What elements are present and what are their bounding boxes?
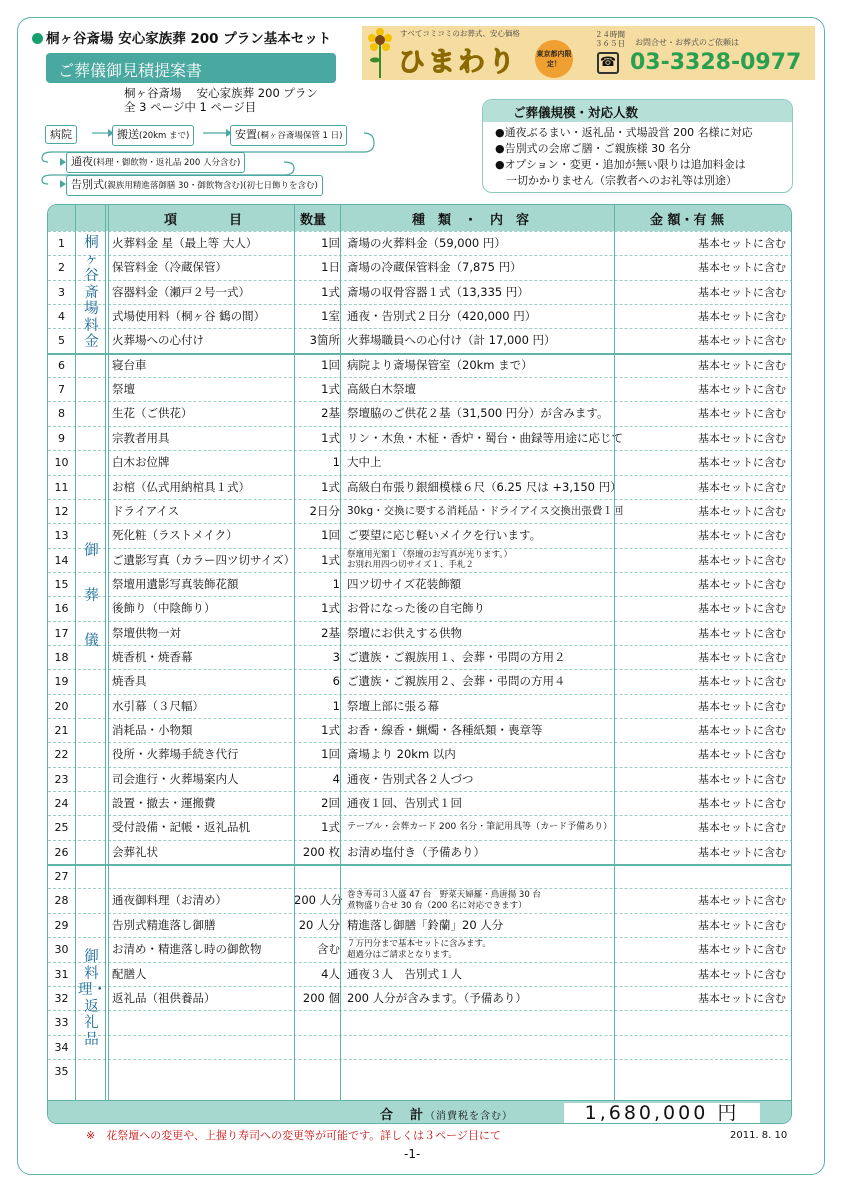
cell-desc: 斎場の収骨容器１式（13,335 円）	[347, 284, 529, 299]
document-title-text: 桐ヶ谷斎場 安心家族葬 200 プラン基本セット	[46, 31, 332, 47]
cell-no: 10	[54, 456, 69, 470]
cell-desc: 四ツ切サイズ花装飾額	[347, 576, 462, 591]
cell-price: 基本セットに含む	[698, 991, 786, 1005]
phone-number[interactable]: 03-3328-0977	[630, 50, 802, 75]
cell-item: 式場使用料（桐ヶ谷 鶴の間）	[112, 309, 266, 324]
cell-no: 34	[54, 1040, 69, 1054]
table-row	[48, 328, 792, 352]
table-row	[48, 377, 792, 401]
issue-date: 2011. 8. 10	[730, 1130, 788, 1141]
cell-item: ご遺影写真（カラー四ツ切サイズ）	[112, 552, 296, 567]
total-amount: 1,680,000 円	[564, 1103, 760, 1124]
table-row	[48, 742, 792, 766]
estimate-table	[47, 204, 792, 1124]
table-row	[48, 815, 792, 839]
table-row	[48, 401, 792, 425]
cell-desc: 通夜１回、告別式１回	[347, 796, 462, 811]
cell-price: 基本セットに含む	[698, 553, 786, 567]
cell-price: 基本セットに含む	[698, 797, 786, 811]
cell-price: 基本セットに含む	[698, 504, 786, 518]
table-row	[48, 669, 792, 693]
cell-price: 基本セットに含む	[698, 626, 786, 640]
cell-desc: ご要望に応じ軽いメイクを行います。	[347, 528, 542, 543]
header-desc: 種 類 ・ 内 容	[412, 213, 530, 228]
table-row	[48, 645, 792, 669]
cell-no: 8	[58, 407, 65, 421]
cell-no: 21	[54, 724, 69, 737]
table-row	[48, 1035, 792, 1059]
cell-price: 基本セットに含む	[698, 748, 786, 762]
table-row	[48, 304, 792, 328]
cell-qty: 1式	[321, 479, 340, 494]
table-row	[48, 1010, 792, 1034]
header-price: 金 額・有 無	[650, 213, 725, 228]
cell-qty: 含む	[317, 942, 340, 957]
total-label: 合 計（消費税を含む）	[380, 1108, 514, 1123]
cell-desc: 精進落し御膳「鈴蘭」20 人分	[347, 917, 504, 932]
cell-no: 31	[54, 967, 69, 981]
cell-no: 32	[54, 991, 69, 1005]
cell-no: 22	[54, 748, 69, 762]
cell-price: 基本セットに含む	[698, 602, 786, 616]
cell-item: 返礼品（祖供養品）	[112, 990, 216, 1005]
section-divider	[48, 864, 792, 866]
cell-desc: リン・木魚・木柾・香炉・蜀台・曲録等用途に応じて	[347, 430, 623, 445]
table-row	[48, 353, 792, 377]
cell-no: 16	[54, 602, 69, 616]
table-row	[48, 231, 792, 255]
cell-qty: 4人	[321, 966, 340, 981]
cell-price: 基本セットに含む	[698, 334, 786, 348]
cell-desc: 斎場の火葬料金（59,000 円）	[347, 236, 506, 250]
flow-step-funeral: 告別式(親族用精進落御膳 30・御飲物含む)(初七日飾りを含む)	[66, 175, 323, 196]
cell-qty: 3	[332, 649, 340, 664]
cell-item: ドライアイス	[112, 503, 180, 518]
cell-item: 火葬場への心付け	[112, 333, 204, 348]
contact-label: お問合せ・お葬式のご依頼は	[635, 38, 739, 47]
cell-no: 23	[54, 772, 69, 786]
cell-item: 通夜御料理（お清め）	[112, 893, 227, 908]
cell-item: 保管料金（冷蔵保管）	[112, 260, 227, 275]
table-row	[48, 548, 792, 572]
cell-desc: 巻き寿司３人盛 47 台 野菜天婦羅・鳥唐揚 30 台 煮物盛り合せ 30 台（200 名に対応できます）	[347, 890, 541, 911]
cell-qty: 1式	[321, 382, 340, 397]
section-label-venue: 桐ヶ谷斎場料金	[84, 235, 99, 350]
section-divider	[48, 353, 792, 355]
table-row	[48, 937, 792, 961]
column-divider	[294, 205, 295, 1100]
plan-name: 桐ヶ谷斎場 安心家族葬 200 プラン	[124, 86, 318, 100]
cell-item: 告別式精進落し御膳	[112, 917, 216, 932]
cell-item: 祭壇供物一対	[112, 625, 181, 640]
cell-item: 役所・火葬場手続き代行	[112, 747, 239, 762]
cell-desc: 通夜３人 告別式１人	[347, 966, 462, 981]
cell-qty: 1回	[321, 528, 340, 543]
cell-item: お棺（仏式用納棺具１式）	[112, 479, 250, 494]
cell-qty: 1日	[321, 260, 340, 275]
cell-desc: ご遺族・ご親族用２、会葬・弔問の方用４	[347, 674, 566, 689]
cell-desc: 高級白布張り銀細模様６尺（6.25 尺は +3,150 円）	[347, 479, 622, 494]
cell-qty: 1式	[321, 601, 340, 616]
cell-price: 基本セットに含む	[698, 772, 786, 786]
table-row	[48, 280, 792, 304]
phone-icon: ☎	[597, 52, 619, 74]
page-number: -1-	[404, 1147, 421, 1161]
cell-qty: 2回	[321, 796, 340, 811]
cell-no: 19	[54, 675, 69, 689]
flow-step-hospital: 病院	[45, 125, 77, 144]
cell-price: 基本セットに含む	[698, 675, 786, 689]
cell-price: 基本セットに含む	[698, 310, 786, 324]
cell-price: 基本セットに含む	[698, 918, 786, 932]
cell-qty: 20 人分	[298, 917, 340, 932]
cell-item: 白木お位牌	[112, 455, 170, 470]
cell-price: 基本セットに含む	[698, 894, 786, 908]
cell-no: 6	[58, 358, 65, 372]
cell-desc: ご遺族・ご親族用１、会葬・弔問の方用２	[347, 649, 566, 664]
flow-step-transport: 搬送(20km まで)	[112, 125, 194, 146]
cell-no: 29	[54, 918, 69, 932]
cell-no: 18	[54, 650, 69, 664]
column-divider	[614, 205, 615, 1100]
scale-box	[482, 99, 793, 193]
table-row	[48, 962, 792, 986]
cell-item: 祭壇	[112, 382, 135, 397]
cell-desc: 祭壇上部に張る幕	[347, 698, 439, 713]
cell-no: 35	[54, 1064, 69, 1078]
section-label-funeral: 御葬儀	[84, 543, 99, 649]
cell-price: 基本セットに含む	[698, 261, 786, 275]
cell-item: 宗教者用具	[112, 430, 170, 445]
cell-no: 20	[54, 699, 69, 713]
cell-price: 基本セットに含む	[698, 724, 786, 737]
table-row	[48, 1059, 792, 1083]
cell-desc: 祭壇にお供えする供物	[347, 625, 462, 640]
cell-no: 3	[58, 285, 65, 299]
cell-item: 寝台車	[112, 357, 147, 372]
cell-item: 水引幕（３尺幅）	[112, 698, 204, 713]
company-banner	[362, 26, 815, 80]
company-logo: ひまわり	[398, 47, 518, 78]
cell-item: 会葬礼状	[112, 844, 158, 859]
cell-no: 28	[54, 894, 69, 908]
table-row	[48, 718, 792, 742]
cell-price: 基本セットに含む	[698, 967, 786, 981]
cell-desc: お香・線香・蝋燭・各種紙類・喪章等	[347, 723, 543, 737]
cell-price: 基本セットに含む	[698, 943, 786, 957]
cell-desc: 斎場より 20km 以内	[347, 747, 456, 762]
table-row	[48, 499, 792, 523]
cell-item: お清め・精進落し時の御飲物	[112, 942, 262, 957]
cell-price: 基本セットに含む	[698, 237, 786, 250]
cell-item: 後飾り（中陰飾り）	[112, 601, 216, 616]
cell-desc: テーブル・会葬カード 200 名分・筆記用具等（カード予備あり）	[347, 822, 613, 833]
cell-qty: 4	[332, 771, 340, 786]
cell-qty: 1回	[321, 236, 340, 250]
cell-price: 基本セットに含む	[698, 480, 786, 494]
table-row	[48, 523, 792, 547]
cell-desc: 祭壇脇のご供花２基（31,500 円分）が含みます。	[347, 406, 609, 421]
cell-price: 基本セットに含む	[698, 650, 786, 664]
cell-qty: 1回	[321, 747, 340, 762]
cell-qty: 1	[332, 576, 340, 591]
cell-qty: 1式	[321, 723, 340, 737]
column-divider	[108, 205, 109, 1100]
cell-item: 死化粧（ラストメイク）	[112, 528, 238, 543]
total-row	[48, 1100, 792, 1124]
table-row	[48, 888, 792, 912]
scale-list	[483, 122, 792, 189]
cell-price: 基本セットに含む	[698, 529, 786, 543]
flow-step-wake: 通夜(料理・御飲物・返礼品 200 人分含む)	[66, 152, 245, 173]
cell-no: 4	[58, 310, 65, 324]
table-row	[48, 840, 792, 864]
cell-price: 基本セットに含む	[698, 577, 786, 591]
column-divider	[340, 205, 341, 1100]
table-row	[48, 694, 792, 718]
cell-desc: 30kg・交換に要する消耗品・ドライアイス交換出張費１回	[347, 504, 624, 517]
cell-no: 11	[54, 480, 69, 494]
cell-no: 30	[54, 943, 69, 957]
table-row	[48, 426, 792, 450]
table-row	[48, 986, 792, 1010]
cell-qty: 1回	[321, 357, 340, 372]
table-row	[48, 913, 792, 937]
cell-qty: 200 個	[302, 990, 340, 1005]
cell-desc: 火葬場職員への心付け（計 17,000 円）	[347, 333, 556, 348]
cell-price: 基本セットに含む	[698, 407, 786, 421]
cell-desc: 祭壇用光額１（祭壇のお写真が光ります。） お別れ用四つ切サイズ１、手札２	[347, 549, 513, 571]
tokyo-limited-badge: 東京都内限定！	[535, 40, 573, 78]
cell-item: 受付設備・記帳・返礼品机	[112, 820, 250, 835]
cell-no: 27	[54, 870, 69, 884]
cell-qty: 200 枚	[302, 844, 340, 859]
table-row	[48, 596, 792, 620]
scale-item: ●オプション・変更・追加が無い限りは追加料金は	[495, 158, 746, 171]
hours-label: ２４時間 ３６５日	[595, 30, 625, 48]
column-divider	[105, 205, 106, 1100]
scale-item: ●告別式の会席ご膳・ご親族様 30 名分	[495, 142, 691, 155]
cell-desc: 高級白木祭壇	[347, 382, 416, 397]
cell-item: 生花（ご供花）	[112, 406, 193, 421]
cell-desc: 通夜・告別式各２人づつ	[347, 771, 474, 786]
table-row	[48, 255, 792, 279]
footer-note: ※ 花祭壇への変更や、上握り寿司への変更等が可能です。詳しくは３ページ目にて	[86, 1129, 501, 1142]
cell-price: 基本セットに含む	[698, 845, 786, 859]
table-row	[48, 572, 792, 596]
cell-no: 25	[54, 821, 69, 835]
cell-no: 1	[58, 237, 65, 250]
cell-item: 焼香具	[112, 674, 147, 689]
column-divider	[75, 205, 76, 1100]
cell-no: 24	[54, 797, 69, 811]
cell-desc: 斎場の冷蔵保管料金（7,875 円）	[347, 260, 522, 275]
cell-price: 基本セットに含む	[698, 821, 786, 835]
cell-price: 基本セットに含む	[698, 383, 786, 397]
cell-qty: 6	[332, 674, 340, 689]
cell-qty: 1式	[321, 430, 340, 445]
scale-item: 一切かかりません（宗教者へのお礼等は別途）	[495, 174, 737, 187]
cell-desc: 大中上	[347, 455, 382, 470]
cell-item: 祭壇用遺影写真装飾花額	[112, 576, 239, 591]
cell-item: 容器料金（瀬戸２号一式）	[112, 284, 250, 299]
table-row	[48, 864, 792, 888]
cell-qty: 2基	[321, 625, 340, 640]
cell-no: 15	[54, 577, 69, 591]
cell-no: 26	[54, 845, 69, 859]
cell-no: 33	[54, 1016, 69, 1030]
table-row	[48, 791, 792, 815]
cell-no: 17	[54, 626, 69, 640]
cell-qty: 1式	[321, 552, 340, 567]
cell-item: 焼香机・焼香幕	[112, 649, 193, 664]
table-row	[48, 621, 792, 645]
cell-item: 火葬料金 星（最上等 大人）	[112, 236, 258, 250]
cell-desc: ７万円分まで基本セットに含みます。 超過分はご請求となります。	[347, 939, 491, 960]
header-item: 項 目	[164, 213, 243, 228]
estimate-banner: ご葬儀御見積提案書	[46, 53, 336, 83]
cell-no: 5	[58, 334, 65, 348]
cell-desc: 通夜・告別式２日分（420,000 円）	[347, 309, 537, 324]
cell-no: 13	[54, 529, 69, 543]
cell-qty: 2基	[321, 406, 340, 421]
cell-item: 設置・撤去・運搬費	[112, 796, 216, 811]
table-header	[48, 205, 792, 231]
section-label-catering: 御料理・返礼品	[78, 949, 107, 1048]
cell-qty: 1式	[321, 284, 340, 299]
cell-price: 基本セットに含む	[698, 456, 786, 470]
cell-qty: 2日分	[309, 503, 340, 518]
cell-no: 12	[54, 504, 69, 518]
cell-item: 消耗品・小物類	[112, 723, 193, 737]
cell-no: 2	[58, 261, 65, 275]
cell-qty: 3箇所	[309, 333, 340, 348]
cell-no: 7	[58, 383, 65, 397]
header-qty: 数量	[300, 213, 327, 228]
cell-price: 基本セットに含む	[698, 285, 786, 299]
cell-desc: 200 人分が含みます。（予備あり）	[347, 990, 527, 1005]
cell-price: 基本セットに含む	[698, 699, 786, 713]
table-row	[48, 767, 792, 791]
cell-qty: 1	[332, 455, 340, 470]
cell-item: 司会進行・火葬場案内人	[112, 771, 239, 786]
cell-desc: お骨になった後の自宅飾り	[347, 601, 485, 616]
cell-price: 基本セットに含む	[698, 358, 786, 372]
cell-no: 14	[54, 553, 69, 567]
scale-item: ●通夜ぶるまい・返礼品・式場設営 200 名様に対応	[495, 126, 753, 139]
cell-item: 配膳人	[112, 966, 147, 981]
table-row	[48, 475, 792, 499]
scale-title: ご葬儀規模・対応人数	[483, 100, 792, 122]
cell-qty: 1式	[321, 820, 340, 835]
cell-qty: 1室	[321, 309, 340, 324]
cell-qty: 1	[332, 698, 340, 713]
company-tagline: すべてコミコミのお葬式、安心価格	[400, 29, 520, 38]
cell-qty: 200 人分	[294, 893, 343, 908]
table-row	[48, 450, 792, 474]
cell-price: 基本セットに含む	[698, 431, 786, 445]
flow-step-storage: 安置(桐ヶ谷斎場保管 1 日)	[230, 125, 347, 146]
page-count: 全 3 ページ中 1 ページ目	[124, 100, 257, 114]
cell-no: 9	[58, 431, 65, 445]
cell-desc: お清め塩付き（予備あり）	[347, 844, 485, 859]
cell-desc: 病院より斎場保管室（20km まで）	[347, 357, 533, 372]
